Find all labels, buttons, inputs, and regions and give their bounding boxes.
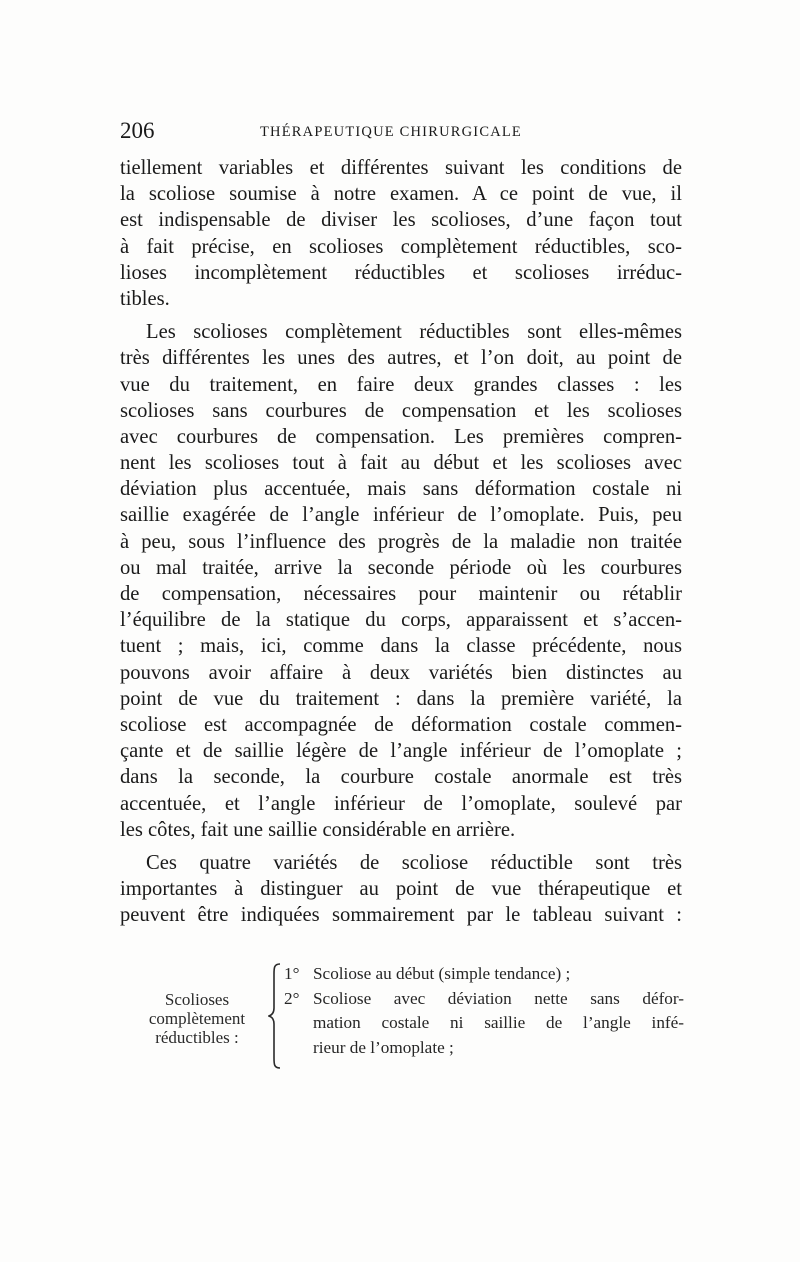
text-line: déviation plus accentuée, mais sans déformation costale ni bbox=[120, 478, 682, 501]
body-text bbox=[120, 155, 682, 928]
text-line: dans la seconde, la courbure costale anormale est très bbox=[120, 766, 682, 789]
text-line: les côtes, fait une saillie considérable en arrière. bbox=[120, 818, 516, 841]
table-items bbox=[284, 962, 684, 1060]
table-item bbox=[284, 987, 684, 1061]
text-line: Les scolioses complètement réductibles sont elles-mêmes bbox=[146, 321, 682, 344]
text-line: vue du traitement, en faire deux grandes classes : les bbox=[120, 373, 682, 396]
table-label-line: complètement bbox=[148, 1009, 246, 1028]
text-line: est indispensable de diviser les scolioses, d’une façon tout bbox=[120, 209, 682, 232]
text-line: accentuée, et l’angle inférieur de l’omoplate, soulevé par bbox=[120, 792, 682, 815]
page-header bbox=[120, 118, 682, 146]
text-line: tuent ; mais, ici, comme dans la classe précédente, nous bbox=[120, 635, 682, 658]
text-line: saillie exagérée de l’angle inférieur de l’omoplate. Puis, peu bbox=[120, 504, 682, 527]
text-line: Ces quatre variétés de scoliose réductible sont très bbox=[146, 851, 682, 874]
text-line: tiellement variables et différentes suivant les conditions de bbox=[120, 157, 682, 179]
page-number: 206 bbox=[120, 118, 155, 143]
item-text: rieur de l’omoplate ; bbox=[313, 1037, 454, 1057]
text-line: très différentes les unes des autres, et l’on doit, au point de bbox=[120, 347, 682, 370]
table-label bbox=[120, 990, 274, 1047]
text-line: l’équilibre de la statique du corps, apparaissent et s’accen- bbox=[120, 609, 682, 632]
classification-table bbox=[120, 962, 682, 1072]
paragraph-2 bbox=[120, 319, 682, 843]
curly-brace-icon bbox=[268, 962, 282, 1070]
table-label-line: réductibles : bbox=[155, 1028, 239, 1047]
text-line: ou mal traitée, arrive la seconde période où les courbures bbox=[120, 556, 682, 579]
item-text: Scoliose avec déviation nette sans défor- bbox=[313, 988, 684, 1008]
text-line: scoliose est accompagnée de déformation costale commen- bbox=[120, 713, 682, 736]
text-line: tibles. bbox=[120, 287, 170, 310]
paragraph-3 bbox=[120, 850, 682, 929]
text-line: pouvons avoir affaire à deux variétés bien distinctes au bbox=[120, 661, 682, 684]
item-number: 2° bbox=[284, 988, 300, 1008]
text-line: peuvent être indiquées sommairement par le tableau suivant : bbox=[120, 904, 682, 927]
item-number: 1° bbox=[284, 964, 300, 983]
text-line: avec courbures de compensation. Les premières compren- bbox=[120, 425, 682, 448]
text-line: scolioses sans courbures de compensation et les scolioses bbox=[120, 399, 682, 422]
text-line: nent les scolioses tout à fait au début et les scolioses avec bbox=[120, 452, 682, 475]
item-text: Scoliose au début (simple tendance) ; bbox=[313, 964, 571, 983]
text-line: à peu, sous l’influence des progrès de la maladie non traitée bbox=[120, 530, 682, 553]
table-label-line: Scolioses bbox=[164, 990, 230, 1009]
text-line: de compensation, nécessaires pour maintenir ou rétablir bbox=[120, 583, 682, 605]
text-line: lioses incomplètement réductibles et scolioses irréduc- bbox=[120, 261, 682, 284]
text-line: point de vue du traitement : dans la première variété, la bbox=[120, 687, 682, 710]
item-text: mation costale ni saillie de l’angle infé- bbox=[313, 1013, 684, 1032]
text-line: importantes à distinguer au point de vue thérapeutique et bbox=[120, 878, 682, 901]
text-line: çante et de saillie légère de l’angle inférieur de l’omoplate ; bbox=[120, 740, 682, 763]
table-item bbox=[284, 962, 684, 987]
running-title: THÉRAPEUTIQUE CHIRURGICALE bbox=[260, 124, 522, 140]
text-line: la scoliose soumise à notre examen. A ce point de vue, il bbox=[120, 183, 682, 206]
text-line: à fait précise, en scolioses complètement réductibles, sco- bbox=[120, 235, 682, 258]
paragraph-1 bbox=[120, 155, 682, 312]
